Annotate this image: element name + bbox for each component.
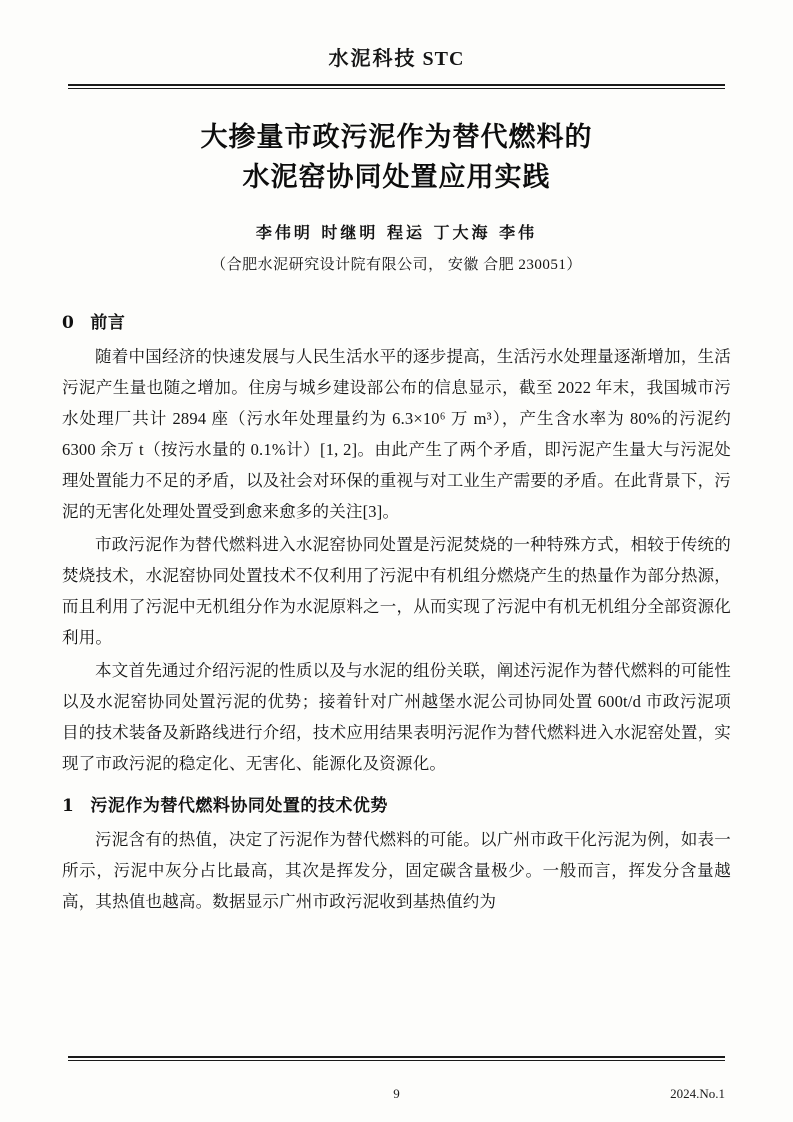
issue-label: 2024.No.1: [670, 1086, 725, 1101]
header-divider: [68, 84, 725, 86]
journal-title: [72, 42, 721, 71]
paragraph: 污泥含有的热值，决定了污泥作为替代燃料的可能。以广州市政干化污泥为例，如表一所示，污泥中灰分占比最高，其次是挥发分，固定碳含量极少。一般而言，挥发分含量越高，其热值也越高。数据显示广州市政污泥收到基热值约为: [62, 830, 731, 911]
paragraph: 随着中国经济的快速发展与人民生活水平的逐步提高，生活污水处理量逐渐增加，生活污泥产生量也随之增加。住房与城乡建设部公布的信息显示，截至 2022 年末，我国城市污水处理厂共计 2894 座（污水年处理量约为 6.3×10⁶ 万 m³），产生含水率为 80%的污泥约 6300 余万 t（按污水量的 0.1%计）[1, 2]。由此产生了两个矛盾，即污泥产生量大与污泥处理处置能力不足的矛盾，以及社会对环保的重视与对工业生产需要的矛盾。在此背景下，污泥的无害化处理处置受到愈来愈多的关注[3]。: [62, 347, 731, 521]
running-head: [72, 42, 721, 71]
section-heading-1: [62, 791, 731, 816]
page-number: 9: [393, 1086, 400, 1101]
journal-abbr: STC: [422, 48, 465, 70]
document-body: [62, 296, 731, 1042]
title-line-2: 水泥窑协同处置应用实践: [242, 162, 551, 193]
section-number-1: 1: [62, 796, 75, 816]
affiliation: （合肥水泥研究设计院有限公司， 安徽 合肥 230051）: [211, 257, 582, 273]
section-title-1: 污泥作为替代燃料协同处置的技术优势: [90, 796, 388, 816]
section-number-0: 0: [62, 313, 75, 333]
title-line-1: 大掺量市政污泥作为替代燃料的: [200, 122, 593, 153]
footer-divider: [68, 1056, 725, 1058]
section-title-0: 前言: [90, 313, 126, 333]
author-list: 李伟明 时继明 程运 丁大海 李伟: [255, 223, 538, 242]
page-title: [78, 118, 715, 198]
section-heading-0: [62, 308, 731, 333]
title-block: [78, 118, 715, 274]
paragraph: 市政污泥作为替代燃料进入水泥窑协同处置是污泥焚烧的一种特殊方式，相较于传统的焚烧技术，水泥窑协同处置技术不仅利用了污泥中有机组分燃烧产生的热量作为部分热源，而且利用了污泥中无机组分作为水泥原料之一，从而实现了污泥中有机无机组分全部资源化利用。: [62, 535, 731, 647]
paragraph: 本文首先通过介绍污泥的性质以及与水泥的组份关联，阐述污泥作为替代燃料的可能性以及水泥窑协同处置污泥的优势；接着针对广州越堡水泥公司协同处置 600t/d 市政污泥项目的技术装备及新路线进行介绍，技术应用结果表明污泥作为替代燃料进入水泥窑处置，实现了市政污泥的稳定化、无害化、能源化及资源化。: [62, 661, 731, 773]
journal-name: 水泥科技: [328, 46, 417, 70]
